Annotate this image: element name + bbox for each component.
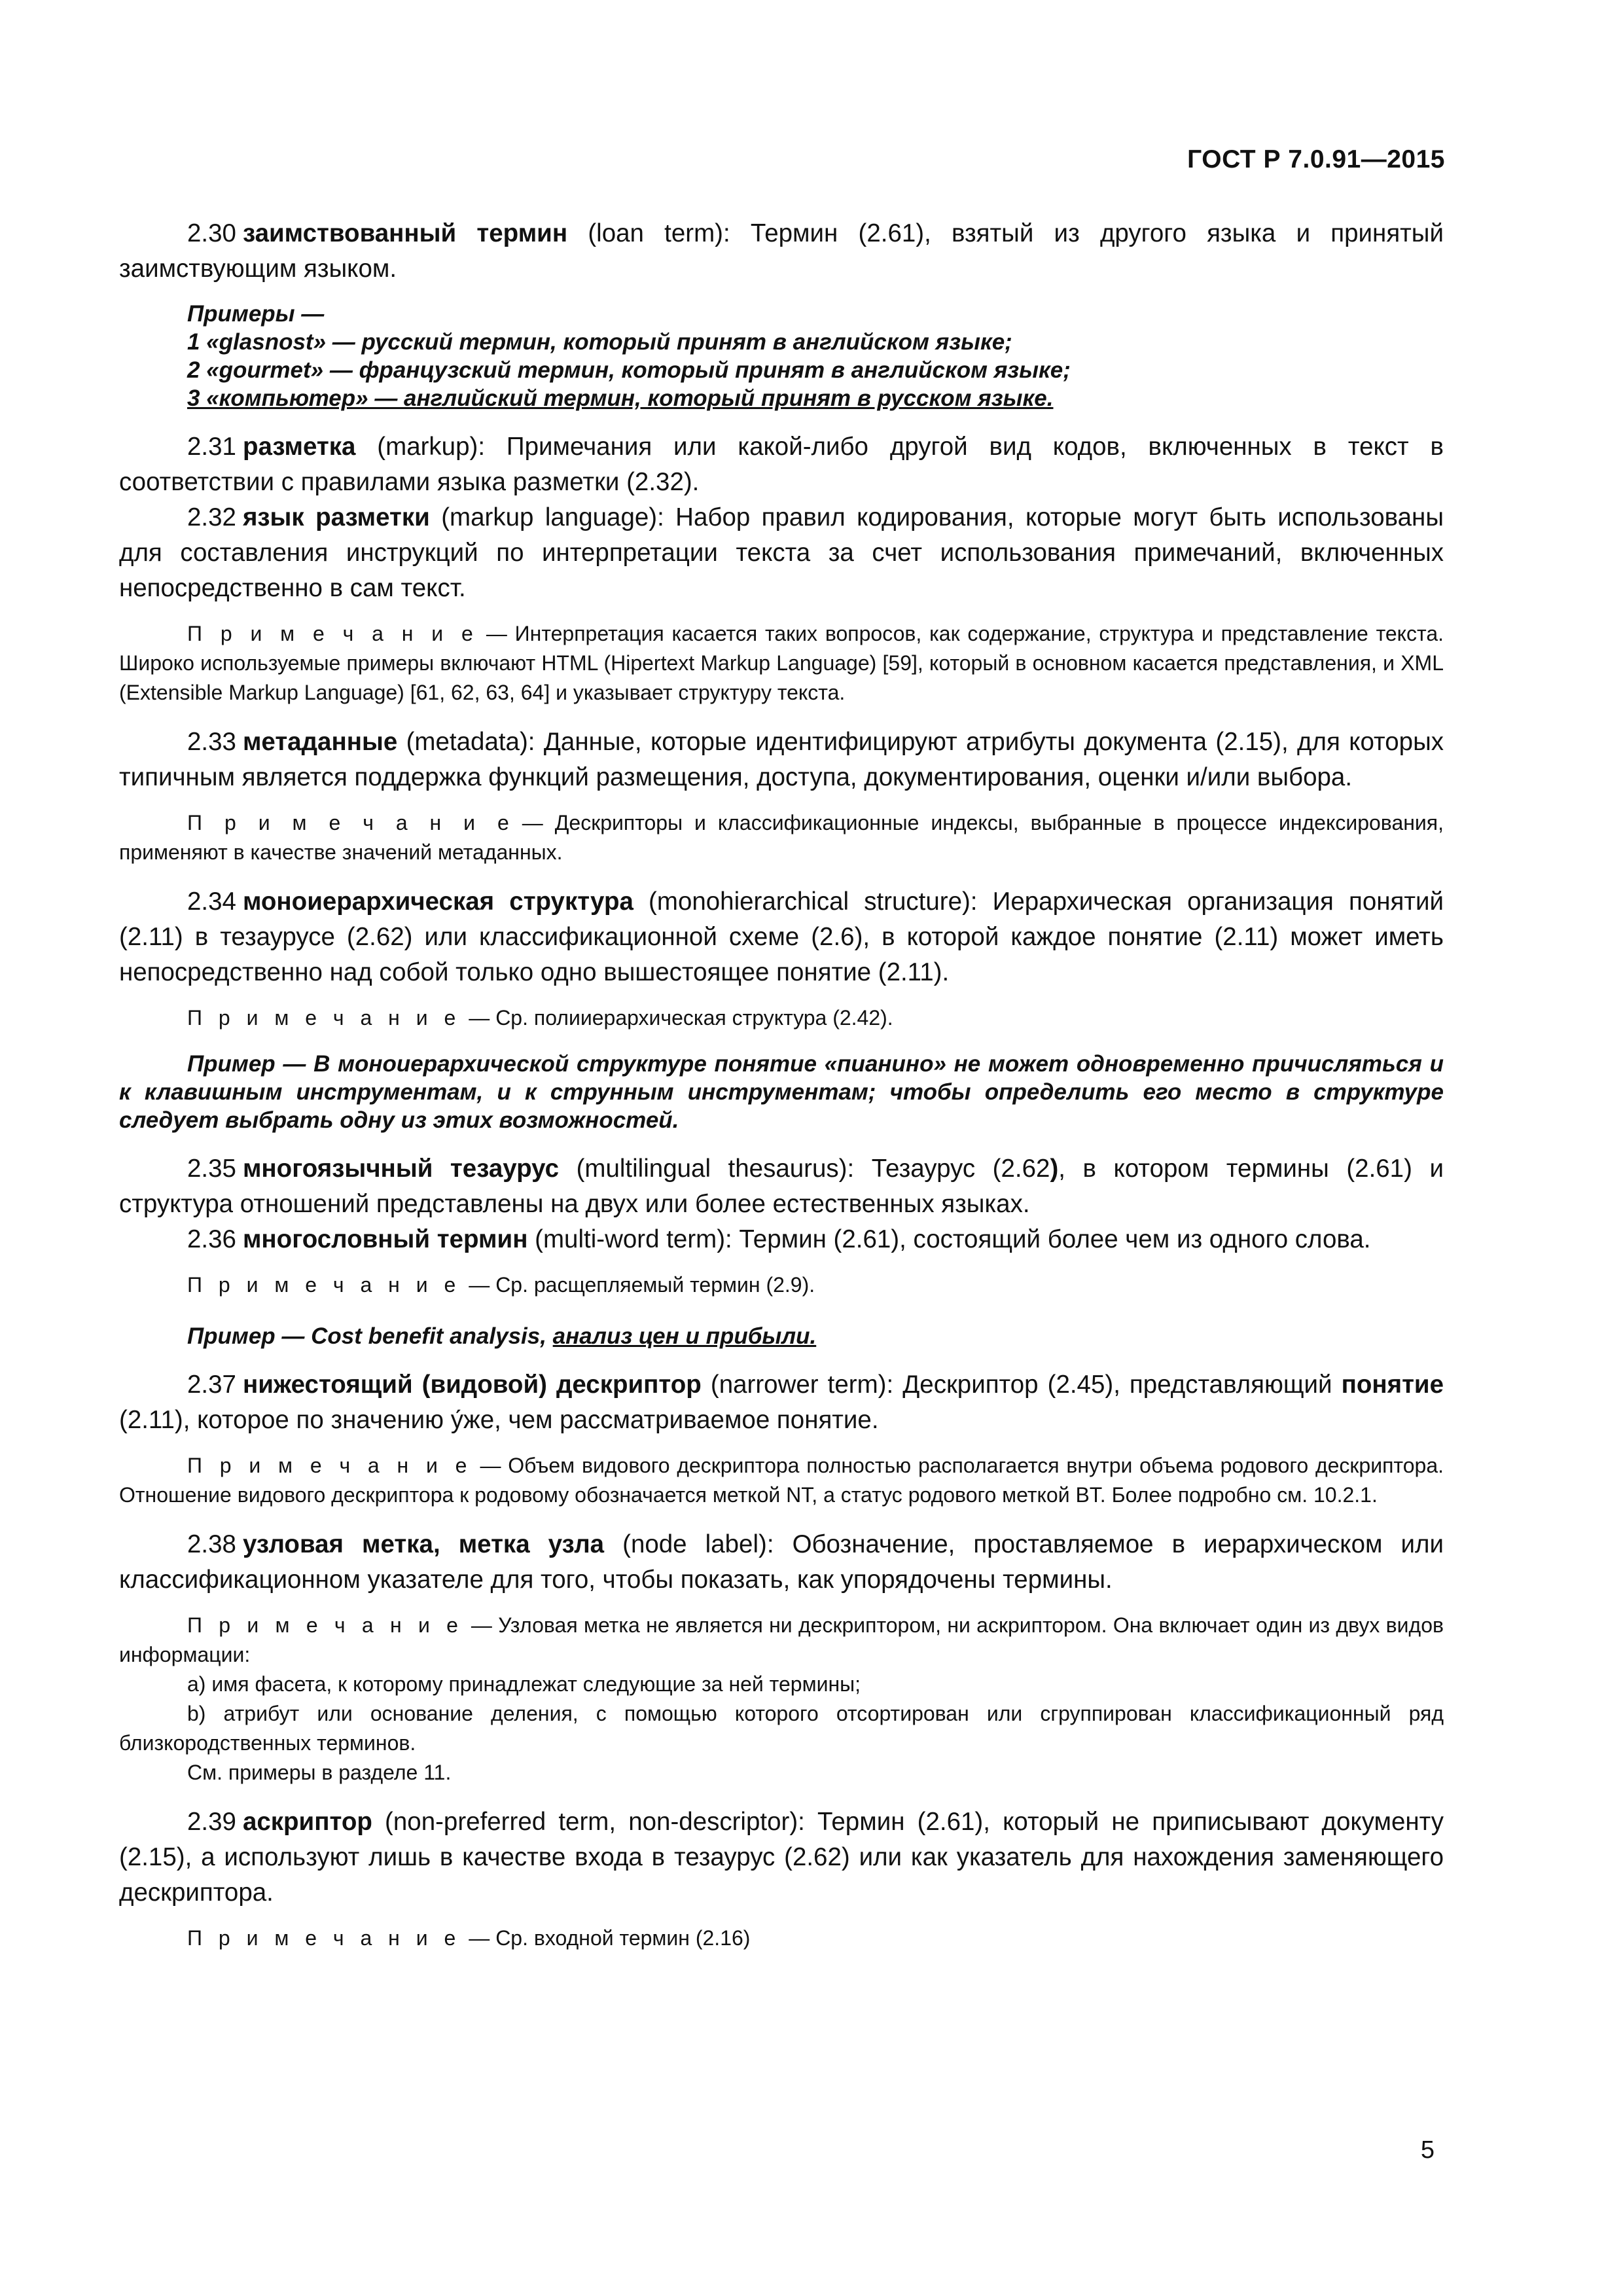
note-text: — Объем видового дескриптора полностью располагается внутри объема родового дескриптора. Отношение видового дескриптора к родовому обозначается меткой NT, а статус родового меткой BT. Более подробно см. 10.2.1.: [119, 1454, 1444, 1507]
term-entry-2-37: [119, 1367, 1444, 1438]
entry-term: многословный термин: [242, 1225, 528, 1253]
example-item: 1 «glasnost» — русский термин, который принят в английском языке;: [187, 329, 1012, 355]
note-text: — Ср. расщепляемый термин (2.9).: [469, 1273, 815, 1297]
entry-definition: (multi-word term): Термин (2.61), состоящий более чем из одного слова.: [527, 1225, 1371, 1253]
note-see-also: См. примеры в разделе 11.: [187, 1761, 452, 1784]
example-translation: анализ цен и прибыли.: [552, 1323, 817, 1349]
entry-term-ref: понятие: [1341, 1371, 1444, 1399]
note-text: — Дескрипторы и классификационные индексы, выбранные в процессе индексирования, применяют в качестве значений метаданных.: [119, 811, 1444, 864]
term-entry-2-34: [119, 884, 1444, 990]
entry-definition: (markup language): Набор правил кодирования, которые могут быть использованы для составления инструкций по интерпретации текста за счет использования примечаний, включенных непосредственно в сам текст.: [119, 503, 1444, 602]
entry-definition: (loan term): Термин (2.61), взятый из другого языка и принятый заимствующим языком.: [119, 219, 1444, 283]
entry-number: 2.37: [187, 1371, 236, 1399]
note-2-32: [119, 619, 1444, 708]
document-body: [119, 216, 1444, 1953]
entry-definition-cont: (2.11), которое по значению у́же, чем рассматриваемое понятие.: [119, 1406, 879, 1434]
note-list-item-b: b) атрибут или основание деления, с помощью которого отсортирован или сгруппирован классификационный ряд близкородственных терминов.: [119, 1702, 1444, 1755]
term-entry-2-30: [119, 216, 1444, 287]
note-text: — Ср. полииерархическая структура (2.42).: [469, 1006, 893, 1030]
document-header-standard-id: ГОСТ Р 7.0.91—2015: [1187, 145, 1445, 173]
note-2-38: [119, 1611, 1444, 1670]
entry-number: 2.35: [187, 1155, 236, 1183]
entry-number: 2.33: [187, 728, 236, 756]
term-entry-2-32: [119, 500, 1444, 606]
entry-term: узловая метка, метка узла: [242, 1530, 605, 1558]
note-label: П р и м е ч а н и е: [187, 1613, 463, 1637]
entry-term: заимствованный термин: [242, 219, 568, 247]
examples-2-30: [119, 300, 1444, 412]
example-item: 3 «компьютер» — английский термин, который принят в русском языке.: [187, 386, 1054, 411]
note-label: П р и м е ч а н и е: [187, 1926, 461, 1950]
example-text: Пример — Cost benefit analysis,: [187, 1323, 553, 1349]
term-entry-2-36: [119, 1222, 1444, 1257]
term-entry-2-35: [119, 1151, 1444, 1222]
note-2-36: [119, 1270, 1444, 1300]
entry-number: 2.39: [187, 1808, 236, 1836]
note-label: П р и м е ч а н и е: [187, 622, 478, 645]
entry-term: аскриптор: [242, 1808, 372, 1836]
term-entry-2-31: [119, 429, 1444, 500]
entry-number: 2.32: [187, 503, 236, 531]
note-text: — Узловая метка не является ни дескриптором, ни аскриптором. Она включает один из двух видов информации:: [119, 1613, 1444, 1666]
note-label: П р и м е ч а н и е: [187, 1454, 473, 1477]
term-entry-2-38: [119, 1527, 1444, 1598]
entry-term: нижестоящий (видовой) дескриптор: [242, 1371, 702, 1399]
entry-definition: (node label): Обозначение, проставляемое в иерархическом или классификационном указателе для того, чтобы показать, как упорядочены термины.: [119, 1530, 1444, 1594]
example-2-34: Пример — В моноиерархической структуре понятие «пианино» не может одновременно причисляться и к клавишным инструментам, и к струнным инструментам; чтобы определить его место в структуре следует выбрать одну из этих возможностей.: [119, 1051, 1444, 1133]
entry-number: 2.38: [187, 1530, 236, 1558]
note-2-39: [119, 1924, 1444, 1953]
entry-definition-bold-paren: ): [1050, 1155, 1059, 1183]
entry-definition: (markup): Примечания или какой-либо другой вид кодов, включенных в текст в соответствии с правилами языка разметки (2.32).: [119, 433, 1444, 496]
note-list-item-a: а) имя фасета, к которому принадлежат следующие за ней термины;: [187, 1672, 861, 1696]
entry-number: 2.31: [187, 433, 236, 461]
entry-definition: (monohierarchical structure): Иерархическая организация понятий (2.11) в тезаурусе (2.62) или классификационной схеме (2.6), в которой каждое понятие (2.11) может иметь непосредственно над собой только одно вышестоящее понятие (2.11).: [119, 888, 1444, 986]
entry-definition: (narrower term): Дескриптор (2.45), представляющий: [701, 1371, 1342, 1399]
entry-term: метаданные: [242, 728, 398, 756]
example-2-36: [119, 1322, 1444, 1350]
example-item: 2 «gourmet» — французский термин, который принят в английском языке;: [187, 357, 1071, 383]
entry-definition-cont: , в котором термины (2.61) и структура отношений представлены на двух или более естественных языках.: [119, 1155, 1444, 1218]
entry-number: 2.34: [187, 888, 236, 916]
entry-term: моноиерархическая структура: [242, 888, 633, 916]
entry-definition: (multilingual thesaurus): Тезаурус (2.62: [559, 1155, 1050, 1183]
entry-term: многоязычный тезаурус: [242, 1155, 560, 1183]
note-label: П р и м е ч а н и е: [187, 1273, 461, 1297]
entry-definition: (metadata): Данные, которые идентифицируют атрибуты документа (2.15), для которых типичным является поддержка функций размещения, доступа, документирования, оценки и/или выбора.: [119, 728, 1444, 791]
note-2-34: [119, 1003, 1444, 1033]
entry-definition: (non-preferred term, non-descriptor): Термин (2.61), который не приписывают документу (2.15), а используют лишь в качестве входа в тезаурус (2.62) или как указатель для нахождения заменяющего дескриптора.: [119, 1808, 1444, 1907]
entry-term: язык разметки: [242, 503, 430, 531]
note-label: П р и м е ч а н и е: [187, 1006, 461, 1030]
note-label: П р и м е ч а н и е: [187, 811, 514, 834]
note-text: — Интерпретация касается таких вопросов, как содержание, структура и представление текста. Широко используемые примеры включают HTML (Hipertext Markup Language) [59], который в основном касается представления, и XML (Extensible Markup Language) [61, 62, 63, 64] и указывает структуру текста.: [119, 622, 1444, 704]
page-number: 5: [1420, 2136, 1435, 2164]
note-text: — Ср. входной термин (2.16): [469, 1926, 751, 1950]
entry-term: разметка: [242, 433, 356, 461]
note-2-37: [119, 1451, 1444, 1510]
examples-heading: Примеры —: [187, 301, 325, 327]
entry-number: 2.36: [187, 1225, 236, 1253]
entry-number: 2.30: [187, 219, 236, 247]
note-2-33: [119, 808, 1444, 867]
term-entry-2-33: [119, 725, 1444, 795]
term-entry-2-39: [119, 1804, 1444, 1910]
